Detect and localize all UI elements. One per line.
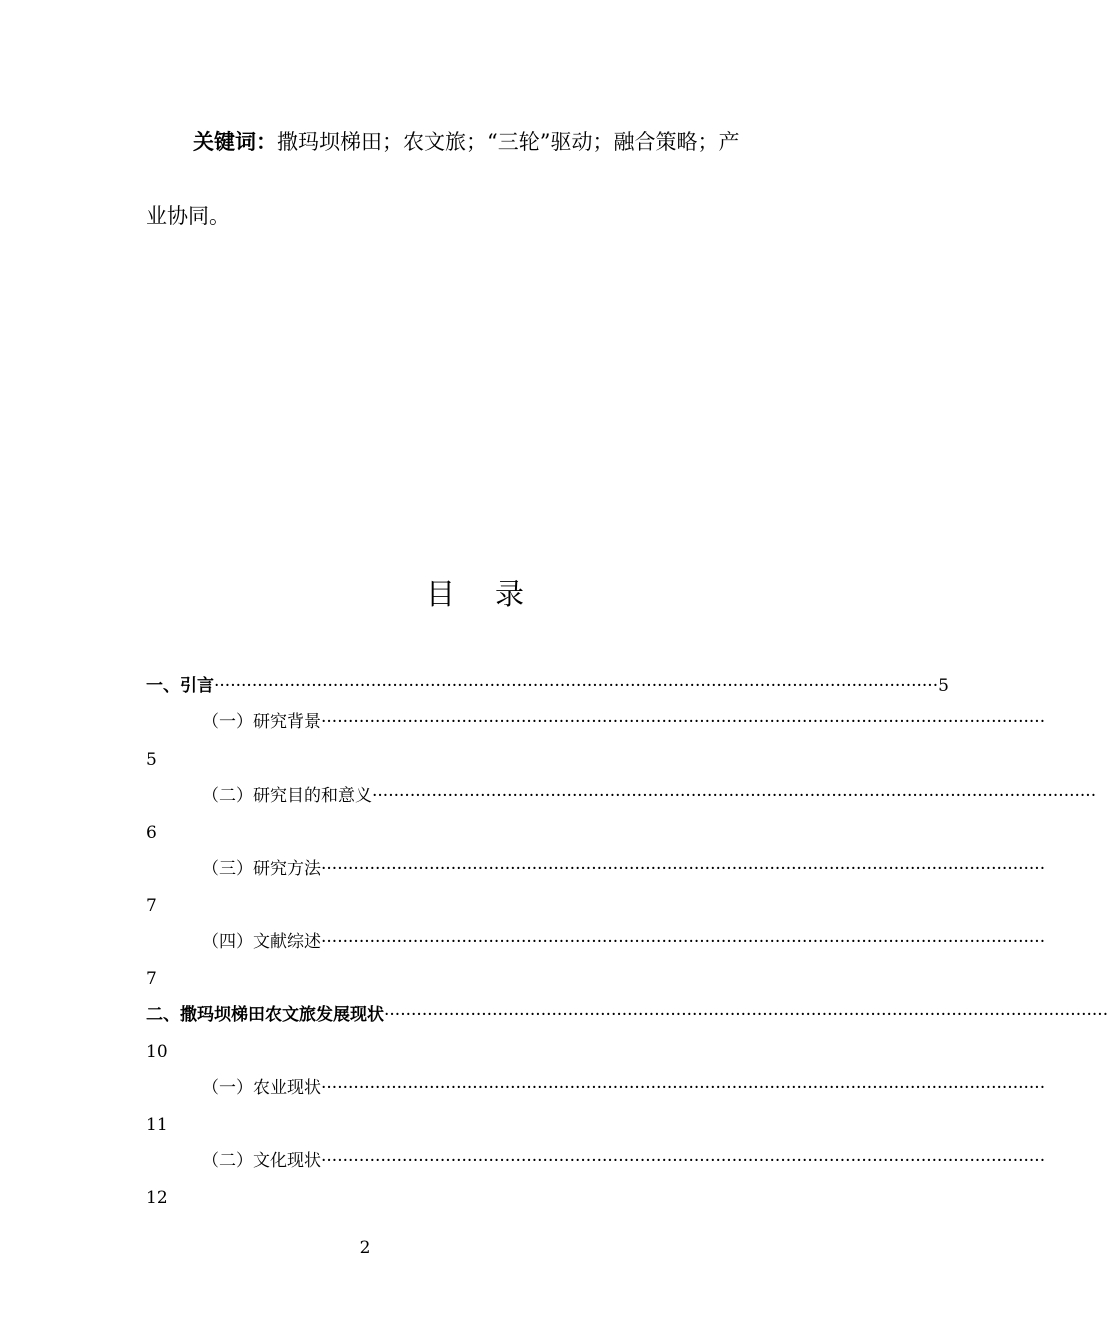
toc-title-char-1: 目 xyxy=(425,577,495,611)
toc-leader-dots: ······································································································································ xyxy=(321,712,1046,732)
toc-entry-page: 7 xyxy=(146,896,157,916)
toc-entry-page: 5 xyxy=(146,750,157,770)
toc-entry-page: 6 xyxy=(146,823,157,843)
toc-entry-text: （二）研究目的和意义 xyxy=(202,786,372,806)
toc-entry-text: 二、撒玛坝梯田农文旅发展现状 xyxy=(146,1005,384,1025)
toc-leader-dots: ······································································································································ xyxy=(321,859,1046,879)
toc-entry-text: （二）文化现状 xyxy=(202,1151,321,1171)
keywords-text: 撒玛坝梯田；农文旅；“三轮”驱动；融合策略；产 xyxy=(277,130,740,154)
keywords-label: 关键词： xyxy=(193,130,277,154)
toc-entry-text: （三）研究方法 xyxy=(202,859,321,879)
toc-entry[interactable] xyxy=(146,1147,1046,1175)
toc-entry[interactable] xyxy=(146,672,949,700)
toc-leader-dots: ······································································································································ xyxy=(321,1078,1046,1098)
toc-entry[interactable] xyxy=(146,1001,1108,1029)
toc-leader-dots: ······································································································································ xyxy=(321,1151,1046,1171)
keywords-line-2: 业协同。 xyxy=(146,204,230,228)
toc-entry[interactable] xyxy=(146,782,1097,810)
toc-title xyxy=(0,572,950,613)
toc-entry-text: （四）文献综述 xyxy=(202,932,321,952)
toc-entry-page: 10 xyxy=(146,1042,168,1062)
toc-entry-page: 5 xyxy=(938,676,949,696)
toc-title-char-2: 录 xyxy=(495,577,565,611)
toc-entry-page: 7 xyxy=(146,969,157,989)
toc-entry[interactable] xyxy=(146,708,1046,736)
toc-leader-dots: ······································································································································ xyxy=(384,1005,1108,1025)
toc-leader-dots: ······································································································································ xyxy=(372,786,1097,806)
page-number: 2 xyxy=(359,1238,371,1258)
toc-entry-text: （一）研究背景 xyxy=(202,712,321,732)
toc-leader-dots: ······································································································································ xyxy=(321,932,1046,952)
toc-entry[interactable] xyxy=(146,928,1046,956)
toc-entry-page: 12 xyxy=(146,1188,168,1208)
toc-entry-page: 11 xyxy=(146,1115,168,1135)
toc-leader-dots: ······································································································································ xyxy=(214,676,939,696)
toc-entry[interactable] xyxy=(146,1074,1046,1102)
toc-entry-text: 一、引言 xyxy=(146,676,214,696)
toc-entry-text: （一）农业现状 xyxy=(202,1078,321,1098)
toc-entry[interactable] xyxy=(146,855,1046,883)
keywords-line-1 xyxy=(146,128,806,156)
